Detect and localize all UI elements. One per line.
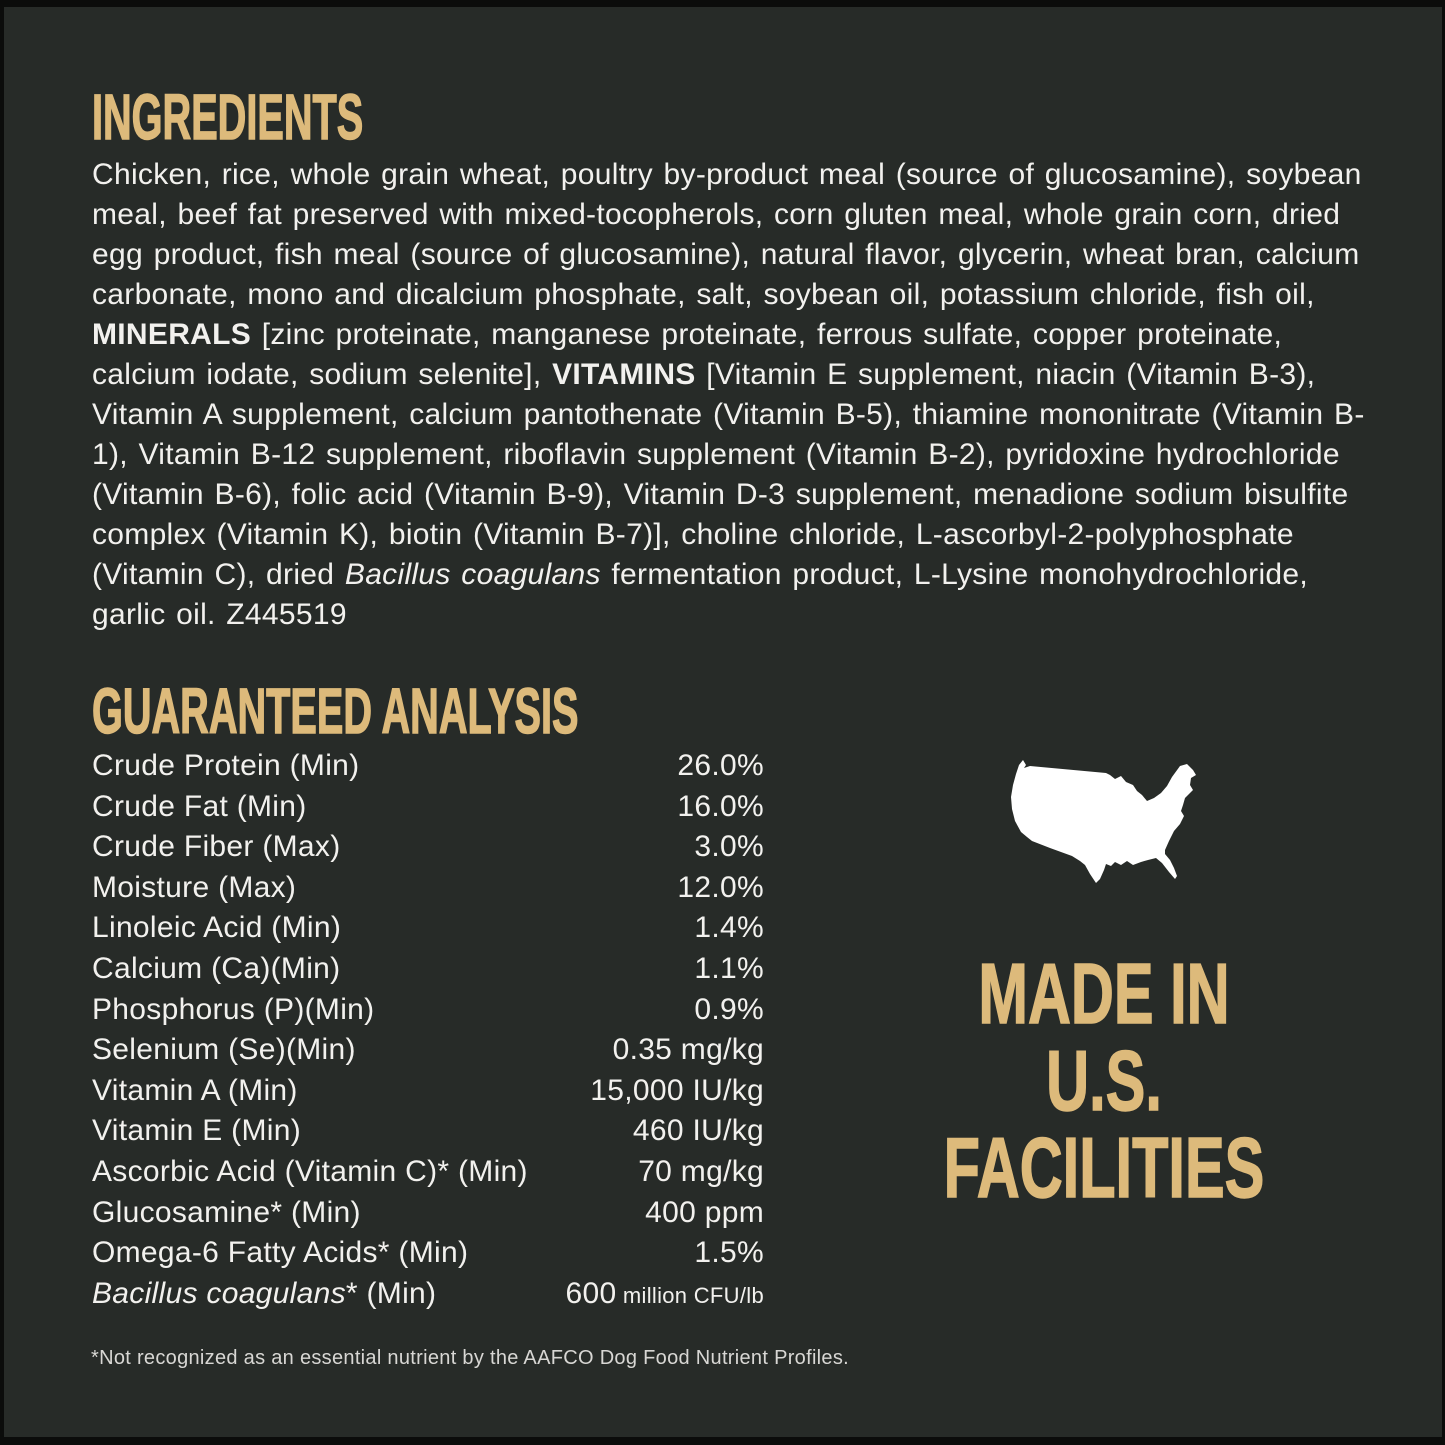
nutrient-label: Moisture (Max) — [92, 870, 297, 904]
analysis-row — [92, 790, 764, 831]
nutrient-label: Phosphorus (P)(Min) — [92, 992, 375, 1026]
analysis-row — [92, 1114, 764, 1155]
nutrient-label: Calcium (Ca)(Min) — [92, 951, 341, 985]
usa-map-icon — [984, 749, 1224, 909]
nutrient-value: 1.1% — [694, 951, 764, 985]
nutrient-value: 400 ppm — [645, 1195, 764, 1229]
nutrient-label: Selenium (Se)(Min) — [92, 1033, 356, 1067]
ingredients-heading: INGREDIENTS — [92, 81, 364, 153]
nutrient-value: 0.35 mg/kg — [612, 1033, 764, 1067]
label-panel — [4, 7, 1442, 1437]
nutrient-label: Glucosamine* (Min) — [92, 1195, 361, 1229]
analysis-row — [92, 871, 764, 912]
nutrient-label: Vitamin A (Min) — [92, 1073, 298, 1107]
nutrient-label: Bacillus coagulans* (Min) — [92, 1276, 437, 1310]
made-in-us-block — [914, 749, 1294, 1216]
nutrient-label: Omega-6 Fatty Acids* (Min) — [92, 1236, 469, 1270]
nutrient-label: Ascorbic Acid (Vitamin C)* (Min) — [92, 1154, 528, 1188]
nutrient-value: 1.5% — [694, 1236, 764, 1270]
made-in-line-2: U.S. — [1046, 1034, 1162, 1129]
nutrient-value: 3.0% — [694, 830, 764, 864]
analysis-row — [92, 1196, 764, 1237]
nutrient-label: Crude Fiber (Max) — [92, 830, 341, 864]
nutrient-value: 1.4% — [694, 911, 764, 945]
nutrient-value: 26.0% — [677, 749, 764, 782]
aafco-footnote: *Not recognized as an essential nutrient by the AAFCO Dog Food Nutrient Profiles. — [91, 1347, 850, 1369]
analysis-row — [92, 952, 764, 993]
nutrient-label: Crude Protein (Min) — [92, 749, 360, 782]
analysis-row — [92, 911, 764, 952]
analysis-row — [92, 830, 764, 871]
nutrient-value: 15,000 IU/kg — [590, 1073, 764, 1107]
nutrient-value: 460 IU/kg — [632, 1114, 764, 1148]
ingredients-paragraph: Chicken, rice, whole grain wheat, poultry by-product meal (source of glucosamine), soybean meal, beef fat preserved with mixed-tocopherols, corn gluten meal, whole grain corn, dried egg product, fish meal (source of glucosamine), natural flavor, glycerin, wheat bran, calcium carbonate, mono and dicalcium phosphate, salt, soybean oil, potassium chloride, fish oil, MINERALS [zinc proteinate, manganese proteinate, ferrous sulfate, copper proteinate, calcium iodate, sodium selenite], VITAMINS [Vitamin E supplement, niacin (Vitamin B-3), Vitamin A supplement, calcium pantothenate (Vitamin B-5), thiamine mononitrate (Vitamin B-1), Vitamin B-12 supplement, riboflavin supplement (Vitamin B-2), pyridoxine hydrochloride (Vitamin B-6), folic acid (Vitamin B-9), Vitamin D-3 supplement, menadione sodium bisulfite complex (Vitamin K), biotin (Vitamin B-7)], choline chloride, L-ascorbyl-2-polyphosphate (Vitamin C), dried Bacillus coagulans fermentation product, L-Lysine monohydrochloride, garlic oil. Z445519 — [92, 158, 1365, 631]
made-in-line-3: FACILITIES — [943, 1121, 1265, 1216]
made-in-text — [914, 947, 1294, 1216]
analysis-row — [92, 1033, 764, 1074]
nutrient-value: 16.0% — [677, 789, 764, 823]
analysis-row — [92, 1277, 764, 1318]
guaranteed-analysis-table — [92, 749, 764, 1317]
nutrient-value: 0.9% — [694, 992, 764, 1026]
made-in-line-1: MADE IN — [978, 947, 1230, 1042]
analysis-row — [92, 1074, 764, 1115]
nutrient-label: Linoleic Acid (Min) — [92, 911, 342, 945]
nutrient-label: Vitamin E (Min) — [92, 1114, 301, 1148]
guaranteed-analysis-heading: GUARANTEED ANALYSIS — [92, 675, 579, 747]
nutrient-value: 12.0% — [677, 870, 764, 904]
nutrient-value: 600 million CFU/lb — [565, 1276, 764, 1310]
analysis-row — [92, 1155, 764, 1196]
nutrient-value: 70 mg/kg — [638, 1154, 764, 1188]
analysis-row — [92, 993, 764, 1034]
analysis-row — [92, 749, 764, 790]
nutrient-label: Crude Fat (Min) — [92, 789, 307, 823]
analysis-row — [92, 1236, 764, 1277]
